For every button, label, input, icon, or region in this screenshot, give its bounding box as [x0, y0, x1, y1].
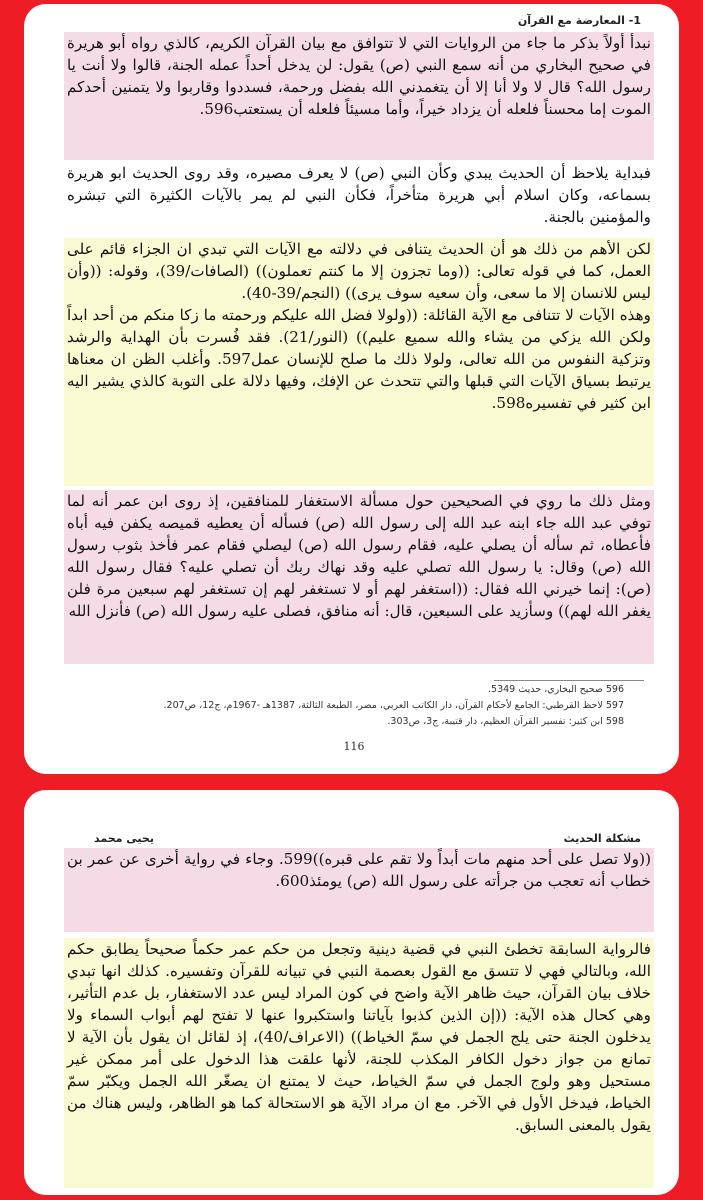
footnote: 598 ابن كثير: تفسير القرآن العظيم، دار قتيبة، ج3، ص303. — [387, 716, 624, 727]
paragraph: وهذه الآيات لا تتنافى مع الآية القائلة: ((ولولا فضل الله عليكم ورحمته ما زكا منكم من أحد ابداً ولكن الله يزكي من يشاء والله سميع عليم)) (النور/21). فقد فُسرت بأن الهداية والرشد وتزكية النفوس من الله تعالى، ولولا ذلك ما صلح للإنسان عمل597. وأغلب الظن ان معناها يرتبط بسياق الآيات التي قبلها والتي تتحدث عن الإفك، وفيها دلالة على التوبة كالذي يشير اليه ابن كثير في تفسيره598. — [67, 306, 652, 412]
paragraph: ((ولا تصل على أحد منهم مات أبداً ولا تقم على قبره))599. وجاء في رواية أخرى عن عمر بن خطاب أنه تعجب من جرأته على رسول الله (ص) يومئذ600. — [67, 850, 651, 890]
footnote-separator — [494, 680, 644, 681]
book-page-2 — [24, 790, 679, 1195]
running-header-title: مشكلة الحديث — [563, 832, 641, 845]
paragraph: ومثل ذلك ما روي في الصحيحين حول مسألة الاستغفار للمنافقين، إذ روى ابن عمر أنه لما توفي عبد الله جاء ابنه عبد الله إلى رسول الله (ص) فسأله أن يعطيه قميصه يكفن فيه أباه فأعطاه، ثم سأله أن يصلي عليه، فقام رسول الله (ص) ليصلي فقام عمر فأخذ بثوب رسول الله (ص) وقال: يا رسول الله تصلي عليه وقد نهاك ربك أن تصلي عليه؟ فقال رسول الله (ص): إنما خيرني الله فقال: ((استغفر لهم أو لا تستغفر لهم إن تستغفر لهم سبعين مرة فلن يغفر الله لهم)) وسأزيد على السبعين، قال: أنه منافق، فصلى عليه رسول الله (ص) فأنزل الله — [67, 492, 651, 620]
passage-block-5 — [64, 848, 654, 932]
passage-block-4 — [64, 490, 654, 664]
paragraph: لكن الأهم من ذلك هو أن الحديث يتنافى في دلالته مع الآيات التي تبدي ان الجزاء قائم على العمل، كما في قوله تعالى: ((وما تجزون إلا ما كنتم تعملون)) (الصافات/39)، وقوله: ((وأن ليس للانسان إلا ما سعى، وأن سعيه سوف يرى)) (النجم/39-40). — [67, 240, 651, 302]
running-header-author: يحيى محمد — [94, 832, 154, 845]
paragraph: نبدأ أولاً بذكر ما جاء من الروايات التي لا تتوافق مع بيان القرآن الكريم، كالذي رواه أبو هريرة في صحيح البخاري من أنه سمع النبي (ص) يقول: لن يدخل أحداً عمله الجنة، قالوا ولا أنت يا رسول الله؟ قال لا ولا أنا إلا أن يتغمدني الله بفضل ورحمة، فسددوا وقاربوا ولا يتمنين أحدكم الموت إما محسناً فلعله أن يزداد خيراً، وأما مسيئاً فلعله أن يستعتب596. — [67, 34, 651, 118]
passage-block-6 — [64, 938, 654, 1188]
section-heading: 1- المعارضة مع القرآن — [517, 14, 641, 27]
paragraph: فبداية يلاحظ أن الحديث يبدي وكأن النبي (ص) لا يعرف مصيره، وقد روى الحديث ابو هريرة بسماعه، وكان اسلام أبي هريرة متأخراً، فكأن النبي لم يمر بالآيات الكثيرة التي تبشره والمؤمنين بالجنة. — [67, 164, 651, 226]
footnote: 596 صحيح البخاري، حديث 5349. — [488, 684, 624, 695]
book-page-1 — [24, 4, 679, 774]
paragraph: فالرواية السابقة تخطئ النبي في قضية دينية وتجعل من حكم عمر حكماً صحيحاً يطابق حكم الله، وبالتالي فهي لا تتسق مع القول بعصمة النبي في تبيانه للقرآن وتفسيره. كذلك انها تبدي خلاف بيان القرآن، حيث ظاهر الآية واضح في كون المراد ليس عدد الاستغفار، بل عدم التأثير، وهي كحال هذه الآية: ((إن الذين كذبوا بآياتنا واستكبروا عنها لا تفتح لهم أبواب السماء ولا يدخلون الجنة حتى يلج الجمل في سمّ الخياط)) (الاعراف/40)، إذ لقائل ان يقول بأن الآية لا تمانع من جواز دخول الكافر المكذب للجنة، لأنها علقت هذا الدخول على أمر ممكن غير مستحيل وهو ولوج الجمل في سمّ الخياط، حيث لا يمتنع ان يصغّر الله الجمل ويكبّر سمّ الخياط، فيدخل الأول في الآخر. مع ان مراد الآية هو الاستحالة كما هو الظاهر، وليس هناك من يقول بالمعنى السابق. — [67, 940, 651, 1134]
passage-block-1 — [64, 32, 654, 160]
page-number: 116 — [343, 740, 365, 753]
footnote: 597 لاحظ القرطبي: الجامع لأحكام القرآن، دار الكاتب العربي، مصر، الطبعة الثالثة، 1387هـ -1967م، ج12، ص207. — [163, 700, 624, 711]
passage-block-3 — [64, 238, 654, 486]
passage-block-2 — [64, 162, 654, 232]
